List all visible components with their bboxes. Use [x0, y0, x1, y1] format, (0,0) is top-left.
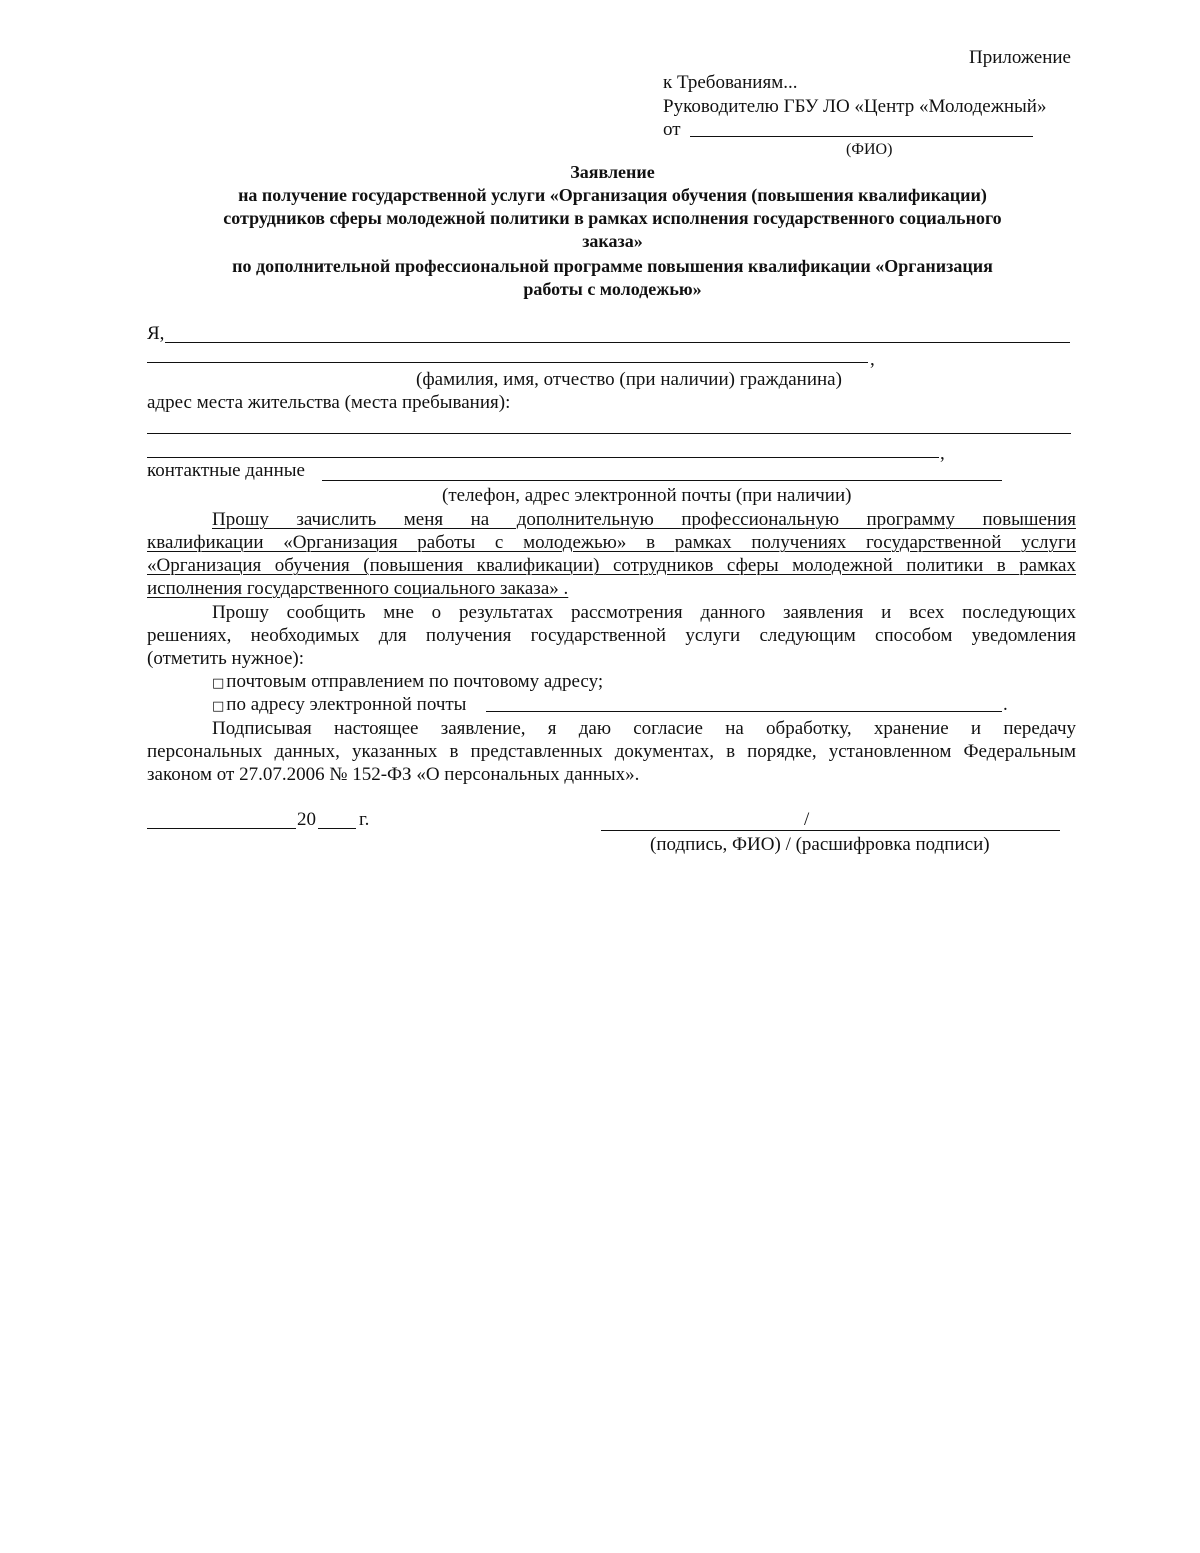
- request-line: «Организация обучения (повышения квалификации) сотрудников сферы молодежной политики в рамках: [147, 555, 1076, 576]
- name-comma: ,: [870, 349, 875, 370]
- year-suffix: г.: [359, 809, 370, 830]
- option-email-label: по адресу электронной почты: [226, 694, 467, 715]
- option-email[interactable]: [212, 694, 466, 717]
- year-prefix: 20: [297, 809, 316, 830]
- contacts-caption: (телефон, адрес электронной почты (при наличии): [442, 485, 852, 506]
- title-line: заказа»: [582, 231, 643, 251]
- i-label: Я,: [147, 323, 165, 344]
- consent-line: персональных данных, указанных в представленных документах, в порядке, установленном Федеральным: [147, 741, 1076, 762]
- title-line: на получение государственной услуги «Организация обучения (повышения квалификации): [238, 185, 987, 205]
- option-mail-label: почтовым отправлением по почтовому адресу;: [226, 671, 604, 692]
- addressee: Руководителю ГБУ ЛО «Центр «Молодежный»: [663, 96, 1047, 117]
- appendix-label: Приложение: [969, 47, 1071, 68]
- consent-line: Подписывая настоящее заявление, я даю согласие на обработку, хранение и передачу: [212, 718, 1076, 739]
- title-line: по дополнительной профессиональной программе повышения квалификации «Организация: [232, 256, 993, 276]
- checkbox-icon[interactable]: □: [212, 699, 225, 714]
- document-title: Заявление: [570, 162, 655, 182]
- email-period: .: [1003, 694, 1008, 715]
- notify-line: Прошу сообщить мне о результатах рассмотрения данного заявления и всех последующих: [212, 602, 1076, 623]
- notify-line: решениях, необходимых для получения государственной услуги следующим способом уведомления: [147, 625, 1076, 646]
- date-field[interactable]: [147, 828, 296, 829]
- title-line: сотрудников сферы молодежной политики в рамках исполнения государственного социального: [223, 208, 1002, 228]
- applicant-name-field[interactable]: [165, 342, 1070, 343]
- request-line: Прошу зачислить меня на дополнительную профессиональную программу повышения: [212, 509, 1076, 530]
- notify-line: (отметить нужное):: [147, 648, 305, 669]
- signature-slash: /: [804, 809, 810, 830]
- title-line: работы с молодежью»: [523, 279, 702, 299]
- consent-line: законом от 27.07.2006 № 152-ФЗ «О персональных данных».: [147, 764, 640, 785]
- address-field[interactable]: [147, 433, 1071, 434]
- contacts-field[interactable]: [322, 480, 1002, 481]
- option-mail[interactable]: [212, 671, 603, 694]
- checkbox-icon[interactable]: □: [212, 676, 225, 691]
- address-field-2[interactable]: [147, 457, 939, 458]
- year-field[interactable]: [318, 828, 356, 829]
- fio-caption: (ФИО): [846, 141, 893, 158]
- requirements-reference: к Требованиям...: [663, 72, 798, 93]
- request-line: квалификации «Организация работы с молодежью» в рамках получениях государственной услуги: [147, 532, 1076, 553]
- from-fio-field[interactable]: [690, 136, 1033, 137]
- from-label: от: [663, 119, 681, 140]
- name-caption: (фамилия, имя, отчество (при наличии) гражданина): [416, 369, 842, 390]
- request-line: исполнения государственного социального заказа» .: [147, 578, 569, 599]
- applicant-name-field-2[interactable]: [147, 362, 868, 363]
- signature-field[interactable]: [601, 830, 1060, 831]
- signature-caption: (подпись, ФИО) / (расшифровка подписи): [650, 834, 990, 855]
- address-comma: ,: [940, 443, 945, 464]
- contacts-label: контактные данные: [147, 460, 305, 481]
- address-label: адрес места жительства (места пребывания):: [147, 392, 511, 413]
- email-field[interactable]: [486, 711, 1002, 712]
